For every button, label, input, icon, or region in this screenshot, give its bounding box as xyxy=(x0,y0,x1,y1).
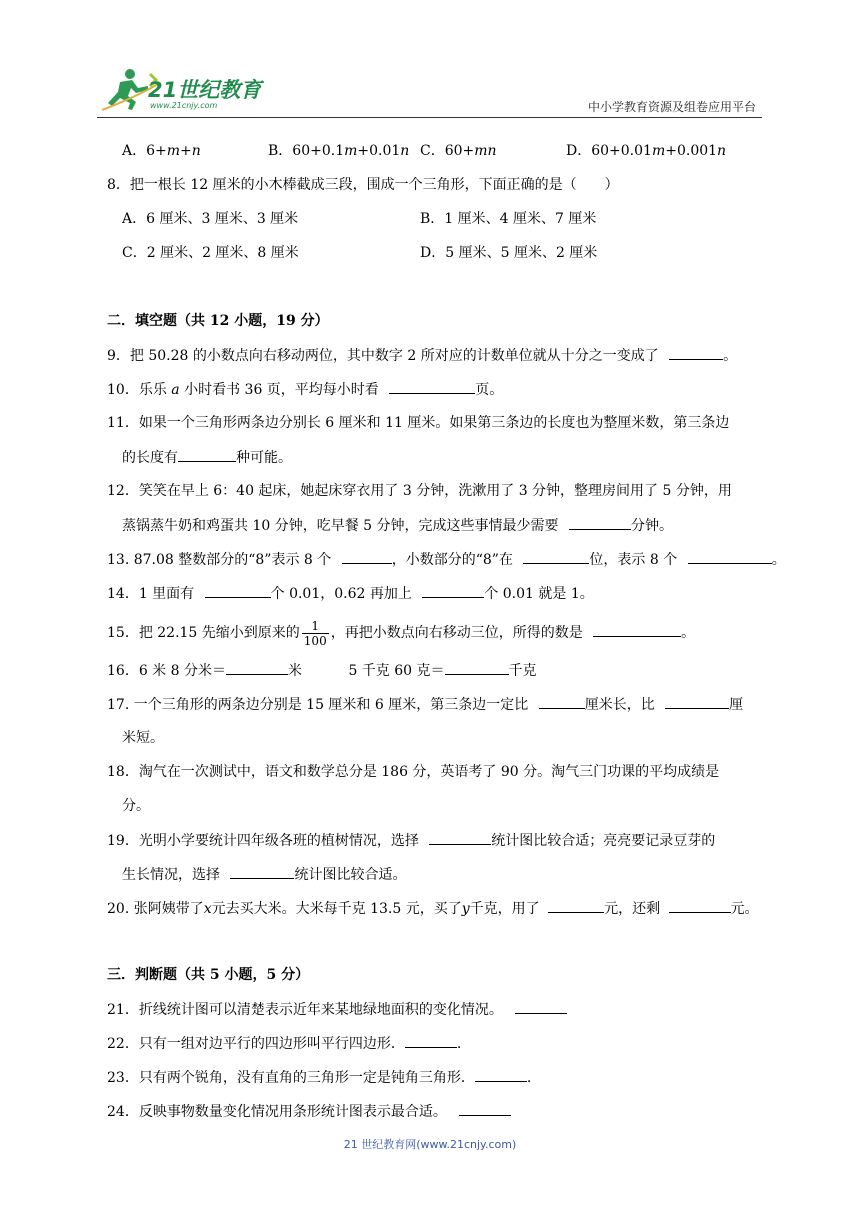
q9-text: 9．把 50.28 的小数点向右移动两位，其中数字 2 所对应的计数单位就从十分之一变成了 xyxy=(107,348,659,364)
q16-unit-2: 千克 xyxy=(508,663,537,679)
answer-blank[interactable] xyxy=(445,660,509,675)
q13-text: 13. 87.08 整数部分的“8”表示 8 个 xyxy=(107,552,332,568)
q10-var: a xyxy=(171,382,180,398)
q12-text: 蒸锅蒸牛奶和鸡蛋共 10 分钟，吃早餐 5 分钟，完成这些事情最少需要 xyxy=(122,518,559,534)
question-20 xyxy=(107,898,759,919)
option-b: B．60+0.1m+0.01n xyxy=(268,143,410,159)
answer-blank[interactable] xyxy=(669,898,731,913)
q17-text-2: 厘米长，比 xyxy=(584,697,655,713)
q14-end: 个 0.01 就是 1。 xyxy=(484,586,594,602)
question-18-line-2: 分。 xyxy=(122,798,150,814)
answer-blank[interactable] xyxy=(342,549,392,564)
q17-text: 17. 一个三角形的两条边分别是 15 厘米和 6 厘米，第三条边一定比 xyxy=(107,697,529,713)
section-2-heading: 二．填空题（共 12 小题，19 分） xyxy=(107,313,329,329)
q9-end: 。 xyxy=(723,348,738,364)
platform-name: 中小学教育资源及组卷应用平台 xyxy=(587,100,756,114)
question-21 xyxy=(107,999,567,1020)
question-12-line-2 xyxy=(122,515,673,536)
q20-var-y: y xyxy=(461,901,470,917)
q13-text-3: 位，表示 8 个 xyxy=(589,552,678,568)
q15-text-2: ，再把小数点向右移动三位，所得的数是 xyxy=(330,625,583,641)
q20-text: 20. 张阿姨带了 xyxy=(107,901,204,917)
q19-text-3: 生长情况，选择 xyxy=(122,867,220,883)
question-17-line-2: 米短。 xyxy=(122,730,164,746)
q20-end: 元。 xyxy=(730,901,759,917)
option-d: D．60+0.01m+0.001n xyxy=(566,143,727,159)
question-9 xyxy=(107,345,737,366)
q10-text-2: 小时看书 36 页，平均每小时看 xyxy=(184,382,379,398)
q24-text: 24．反映事物数量变化情况用条形统计图表示最合适。 xyxy=(107,1104,447,1120)
question-22 xyxy=(107,1033,461,1054)
q16-unit-1: 米 xyxy=(287,663,302,679)
section-3-heading: 三．判断题（共 5 小题，5 分） xyxy=(107,967,310,983)
q10-end: 页。 xyxy=(475,382,504,398)
q20-text-3: 千克，用了 xyxy=(469,901,540,917)
answer-blank[interactable] xyxy=(523,549,589,564)
q19-end: 统计图比较合适。 xyxy=(294,867,407,883)
q16-text: 16．6 米 8 分米＝ xyxy=(107,663,226,679)
answer-blank[interactable] xyxy=(515,999,567,1014)
question-19-line-2 xyxy=(122,864,406,885)
question-13 xyxy=(107,549,786,570)
question-11-line-2 xyxy=(122,447,292,468)
answer-blank[interactable] xyxy=(178,447,236,462)
q14-text: 14．1 里面有 xyxy=(107,586,195,602)
q20-text-4: 元，还剩 xyxy=(604,901,661,917)
q19-text: 19．光明小学要统计四年级各班的植树情况，选择 xyxy=(107,833,419,849)
answer-blank[interactable] xyxy=(593,622,681,637)
fraction-numerator: 1 xyxy=(302,619,329,634)
question-14 xyxy=(107,583,594,604)
answer-blank[interactable] xyxy=(429,830,491,845)
page-header xyxy=(0,0,860,120)
answer-blank[interactable] xyxy=(226,660,288,675)
question-8-option-b: B．1 厘米、4 厘米、7 厘米 xyxy=(420,211,597,227)
q23-text: 23．只有两个锐角，没有直角的三角形一定是钝角三角形． xyxy=(107,1070,475,1086)
q13-text-2: ，小数部分的“8”在 xyxy=(391,552,513,568)
q15-text: 15．把 22.15 先缩小到原来的 xyxy=(107,625,300,641)
fraction xyxy=(302,619,329,648)
answer-blank[interactable] xyxy=(422,583,484,598)
question-15 xyxy=(107,618,695,648)
question-23 xyxy=(107,1067,531,1088)
header-divider xyxy=(97,117,762,118)
question-10 xyxy=(107,379,503,400)
q10-text: 10．乐乐 xyxy=(107,382,167,398)
q14-text-2: 个 0.01，0.62 再加上 xyxy=(270,586,412,602)
q13-end: 。 xyxy=(771,552,786,568)
answer-blank[interactable] xyxy=(665,694,729,709)
option-c: C．60+mn xyxy=(420,143,497,159)
question-8-option-a: A．6 厘米、3 厘米、3 厘米 xyxy=(122,211,299,227)
answer-blank[interactable] xyxy=(405,1033,457,1048)
q22-end: . xyxy=(456,1036,462,1052)
question-17-line-1 xyxy=(107,694,743,715)
q15-end: 。 xyxy=(681,625,696,641)
q11-text: 的长度有 xyxy=(122,450,178,466)
q21-text: 21．折线统计图可以清楚表示近年来某地绿地面积的变化情况。 xyxy=(107,1002,503,1018)
q23-end: . xyxy=(526,1070,532,1086)
answer-blank[interactable] xyxy=(230,864,294,879)
question-24 xyxy=(107,1101,511,1122)
question-18-line-1: 18．淘气在一次测试中，语文和数学总分是 186 分，英语考了 90 分。淘气三门功课的平均成绩是 xyxy=(107,764,720,780)
answer-blank[interactable] xyxy=(459,1101,511,1116)
q20-var-x: x xyxy=(203,901,212,917)
question-19-line-1 xyxy=(107,830,715,851)
question-11-line-1: 11．如果一个三角形两条边分别长 6 厘米和 11 厘米。如果第三条边的长度也为整厘米数，第三条边 xyxy=(107,415,730,431)
question-12-line-1: 12．笑笑在早上 6：40 起床，她起床穿衣用了 3 分钟，洗漱用了 3 分钟，整理房间用了 5 分钟，用 xyxy=(107,483,732,499)
q22-text: 22．只有一组对边平行的四边形叫平行四边形． xyxy=(107,1036,405,1052)
answer-blank[interactable] xyxy=(205,583,271,598)
fraction-denominator: 100 xyxy=(303,633,327,648)
logo-text: 21世纪教育 xyxy=(148,78,262,102)
question-8-option-d: D．5 厘米、5 厘米、2 厘米 xyxy=(420,245,598,261)
logo-url: www.21cnjy.com xyxy=(150,101,218,110)
q20-text-2: 元去买大米。大米每千克 13.5 元，买了 xyxy=(211,901,462,917)
q19-text-2: 统计图比较合适；亮亮要记录豆芽的 xyxy=(491,833,716,849)
answer-blank[interactable] xyxy=(389,379,475,394)
question-16 xyxy=(107,660,537,681)
q16-text-2: 5 千克 60 克＝ xyxy=(348,663,445,679)
question-8-option-c: C．2 厘米、2 厘米、8 厘米 xyxy=(122,245,299,261)
q17-text-3: 厘 xyxy=(729,697,744,713)
answer-blank[interactable] xyxy=(688,549,772,564)
answer-blank[interactable] xyxy=(569,515,631,530)
footer-link[interactable]: 21 世纪教育网(www.21cnjy.com) xyxy=(343,1138,517,1151)
q11-end: 种可能。 xyxy=(236,450,292,466)
q12-end: 分钟。 xyxy=(630,518,673,534)
answer-blank[interactable] xyxy=(539,694,585,709)
answer-blank[interactable] xyxy=(669,345,723,360)
option-a: A．6+m+n xyxy=(122,143,201,159)
answer-blank[interactable] xyxy=(475,1067,527,1082)
answer-blank[interactable] xyxy=(548,898,604,913)
question-8-stem: 8．把一根长 12 厘米的小木棒截成三段，围成一个三角形，下面正确的是（ ） xyxy=(107,177,619,193)
